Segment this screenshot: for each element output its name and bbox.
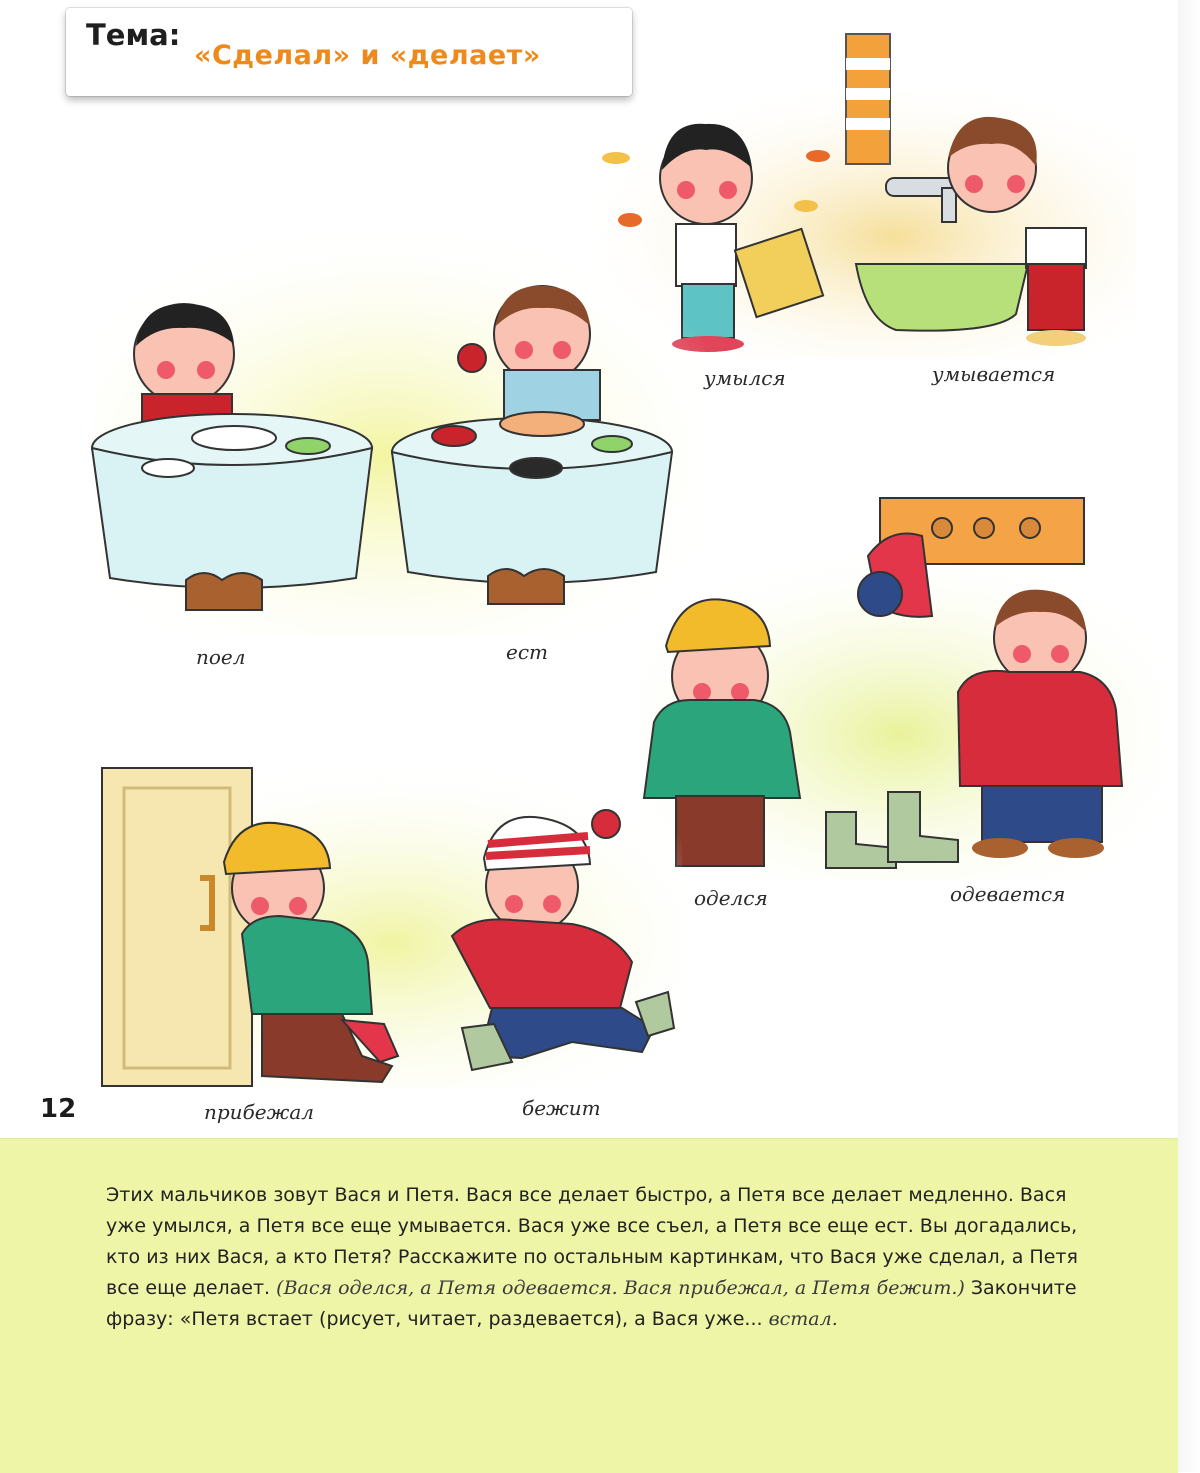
caption-dressed: оделся [694, 886, 768, 910]
topic-title: «Сделал» и «делает» [194, 40, 541, 71]
running-illustration [102, 766, 682, 1088]
page-edge [1178, 0, 1200, 1472]
topic-header [66, 8, 632, 96]
dressing-illustration [640, 496, 1160, 880]
caption-ran-in: прибежал [204, 1100, 314, 1124]
page-number: 12 [40, 1094, 77, 1124]
caption-washed: умылся [704, 366, 786, 390]
eating-illustration [92, 234, 704, 636]
instruction-text [106, 1180, 1106, 1335]
caption-eating: ест [506, 640, 549, 664]
caption-running: бежит [522, 1096, 601, 1120]
instruction-answer-2: встал. [768, 1308, 838, 1330]
caption-ate: поел [196, 645, 246, 669]
topic-label: Тема: [86, 18, 181, 52]
caption-dressing: одевается [950, 882, 1066, 906]
instruction-main: Этих мальчиков зовут Вася и Петя. Вася все делает быстро, а Петя все делает медленно. Вася уже умылся, а Петя все еще умывается. Вася уже все съел, а Петя все еще ест. Вы догадались, кто из них Вася, а кто Петя? Расскажите по остальным картинкам, что Вася уже сделал, а Петя все еще делает. [106, 1184, 1078, 1299]
caption-washing: умывается [932, 362, 1056, 386]
instruction-answer-1: (Вася оделся, а Петя одевается. Вася прибежал, а Петя бежит.) [276, 1277, 965, 1299]
instruction-task: Закончите фразу: «Петя встает (рисует, читает, раздевается), а Вася уже... [106, 1277, 1077, 1330]
